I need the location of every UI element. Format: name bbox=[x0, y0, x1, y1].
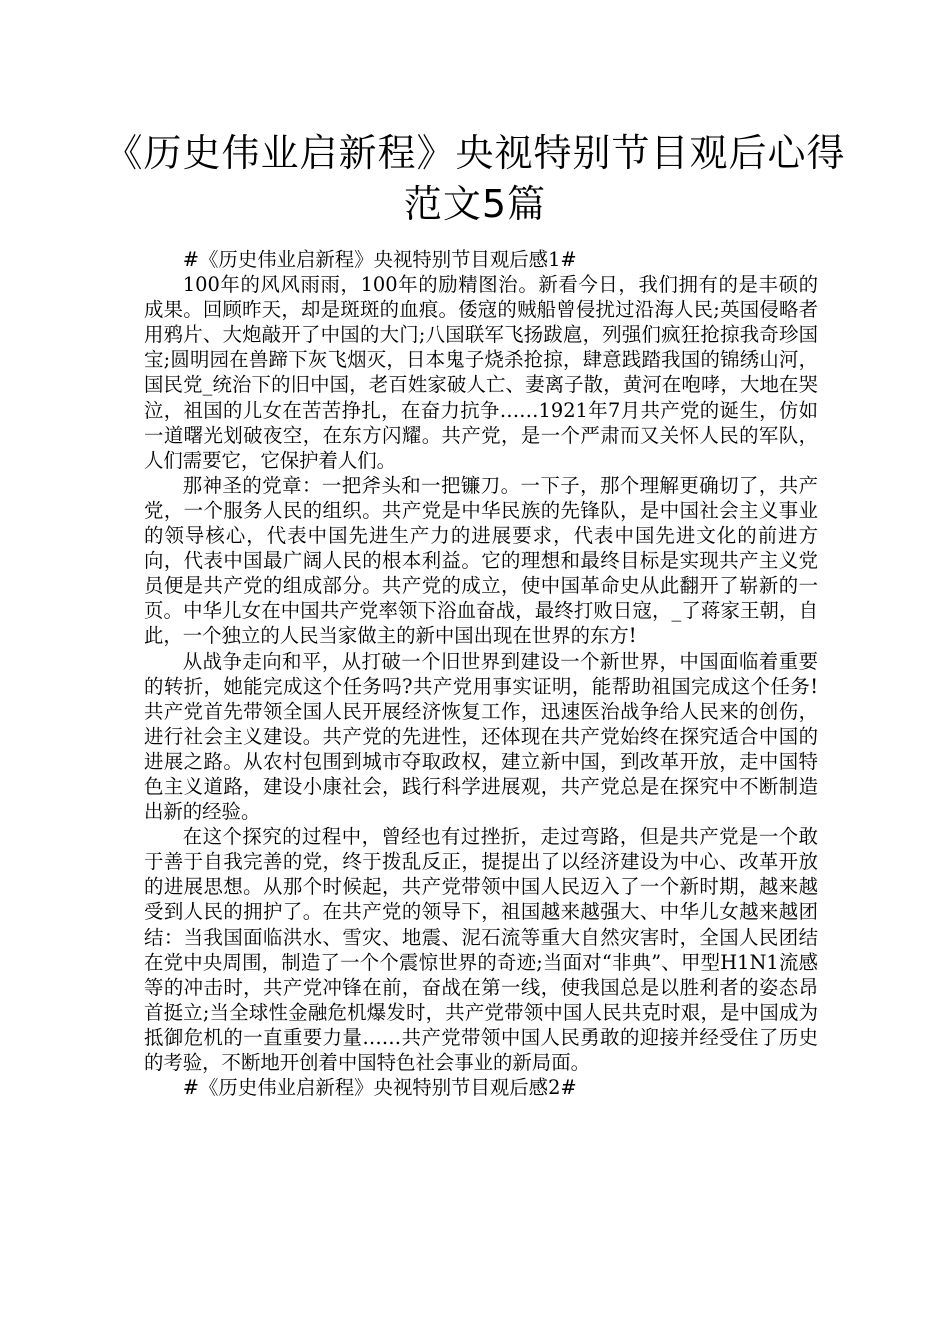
body-paragraph: 从战争走向和平，从打破一个旧世界到建设一个新世界，中国面临着重要的转折，她能完成这个任务吗?共产党用事实证明，能帮助祖国完成这个任务!共产党首先带领全国人民开展经济恢复工作，迅速医治战争给人民来的创伤，进行社会主义建设。共产党的先进性，还体现在共产党始终在探究适合中国的进展之路。从农村包围到城市夺取政权，建立新中国，到改革开放，走中国特色主义道路，建设小康社会，践行科学进展观，共产党总是在探究中不断制造出新的经验。 bbox=[144, 649, 818, 824]
body-paragraph: 那神圣的党章：一把斧头和一把镰刀。一下子，那个理解更确切了，共产党，一个服务人民的组织。共产党是中华民族的先锋队，是中国社会主义事业的领导核心，代表中国先进生产力的进展要求，代表中国先进文化的前进方向，代表中国最广阔人民的根本利益。它的理想和最终目标是实现共产主义党员便是共产党的组成部分。共产党的成立，使中国革命史从此翻开了崭新的一页。中华儿女在中国共产党率领下浴血奋战，最终打败日寇，_了蒋家王朝，自此，一个独立的人民当家做主的新中国出现在世界的东方! bbox=[144, 473, 818, 648]
body-paragraph: 100年的风风雨雨，100年的励精图治。新看今日，我们拥有的是丰硕的成果。回顾昨天，却是斑斑的血痕。倭寇的贼船曾侵扰过沿海人民;英国侵略者用鸦片、大炮敲开了中国的大门;八国联军飞扬跋扈，列强们疯狂抢掠我奇珍国宝;圆明园在兽蹄下灰飞烟灭，日本鬼子烧杀抢掠，肆意践踏我国的锦绣山河，国民党_统治下的旧中国，老百姓家破人亡、妻离子散，黄河在咆哮，大地在哭泣，祖国的儿女在苦苦挣扎，在奋力抗争……1921年7月共产党的诞生，仿如一道曙光划破夜空，在东方闪耀。共产党，是一个严肃而又关怀人民的军队，人们需要它，它保护着人们。 bbox=[144, 273, 818, 472]
section-heading-1: #《历史伟业启新程》央视特别节目观后感1# bbox=[182, 248, 577, 271]
body-paragraph: 在这个探究的过程中，曾经也有过挫折，走过弯路，但是共产党是一个敢于善于自我完善的党，终于拨乱反正，提提出了以经济建设为中心、改革开放的进展思想。从那个时候起，共产党带领中国人民迈入了一个新时期，越来越受到人民的拥护了。在共产党的领导下，祖国越来越强大、中华儿女越来越团结：当我国面临洪水、雪灾、地震、泥石流等重大自然灾害时，全国人民团结在党中央周围，制造了一个个震惊世界的奇迹;当面对“非典”、甲型H1N1流感等的冲击时，共产党冲锋在前，奋战在第一线，使我国总是以胜利者的姿态昂首挺立;当全球性金融危机爆发时，共产党带领中国人民共克时艰，是中国成为抵御危机的一直重要力量……共产党带领中国人民勇敢的迎接并经受住了历史的考验，不断地开创着中国特色社会事业的新局面。 bbox=[144, 825, 818, 1074]
section-heading-2: #《历史伟业启新程》央视特别节目观后感2# bbox=[182, 1076, 577, 1100]
document-body bbox=[144, 247, 818, 1100]
document-title: 《历史伟业启新程》央视特别节目观后心得范文5篇 bbox=[104, 131, 846, 226]
